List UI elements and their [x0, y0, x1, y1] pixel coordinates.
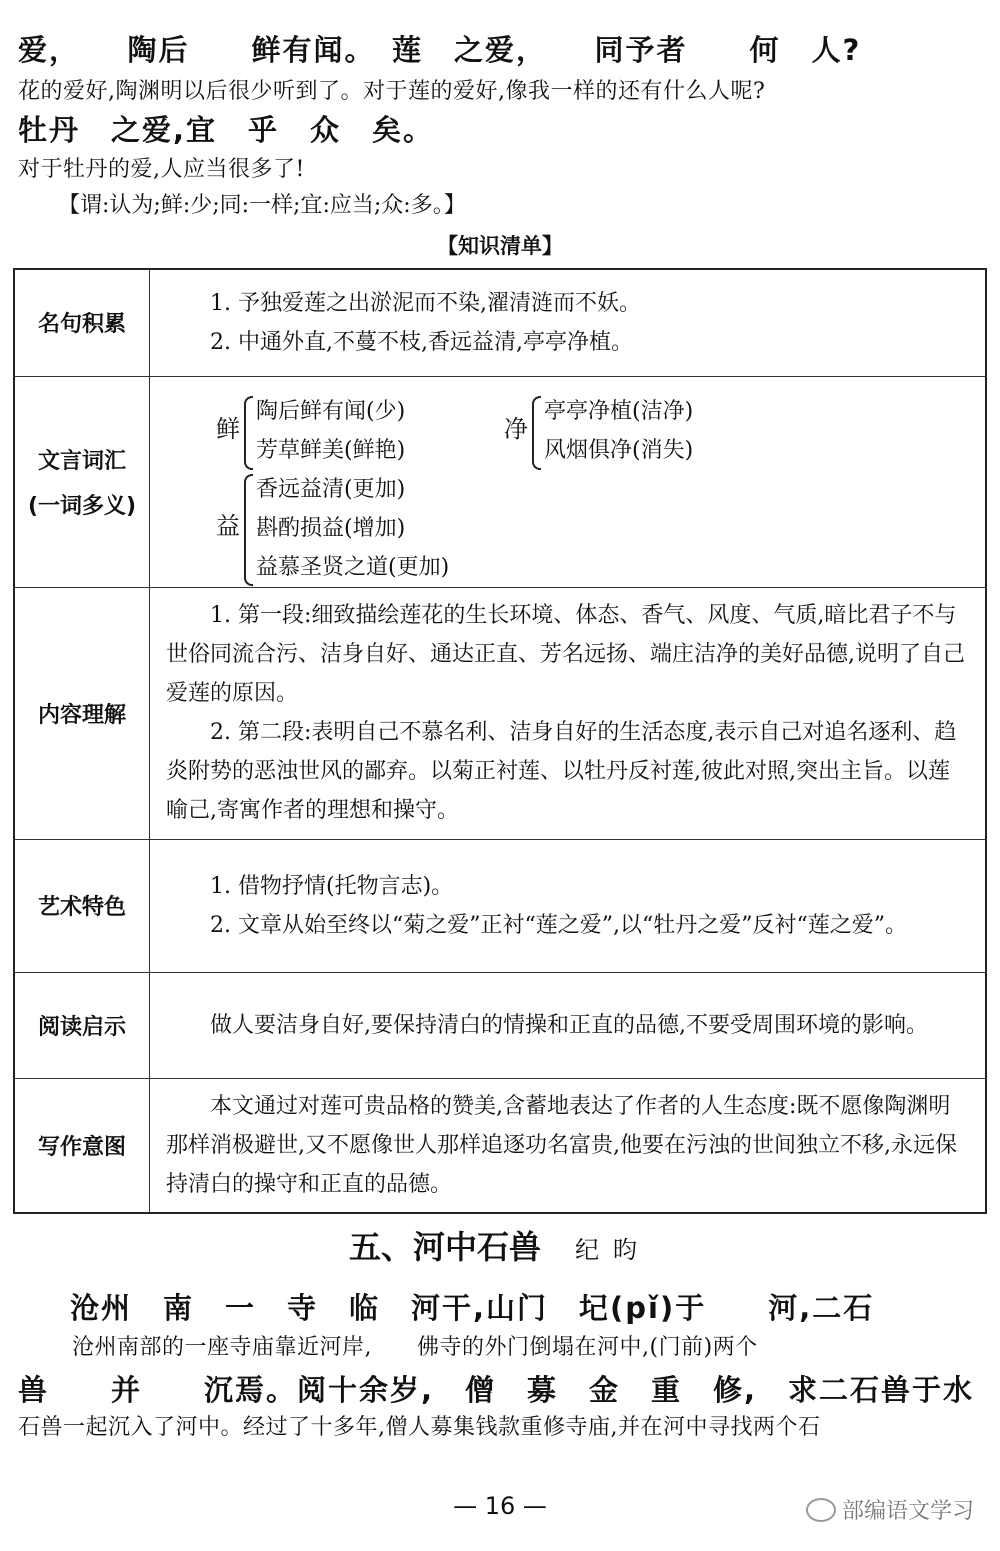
- reading-paragraph: 做人要洁身自好,要保持清白的情操和正直的品德,不要受周围环境的影响。: [210, 1012, 928, 1038]
- row-content-art: [150, 839, 987, 972]
- section-original-line-1: 沧州 南 一 寺 临 河干,山门 圮(pǐ)于 河,二石: [70, 1291, 875, 1325]
- section-author: 纪昀: [575, 1236, 651, 1264]
- page-number: — 16 —: [453, 1492, 547, 1520]
- brace-icon: [244, 396, 253, 470]
- vocab-item: 陶后鲜有闻(少): [256, 398, 406, 424]
- row-label-art: 艺术特色: [14, 839, 150, 972]
- row-label-writing: 写作意图: [14, 1078, 150, 1213]
- watermark: [806, 1494, 974, 1525]
- section-heading: [0, 1222, 1000, 1268]
- knowledge-table: [13, 268, 987, 1214]
- word-gloss: 【谓:认为;鲜:少;同:一样;宜:应当;众:多。】: [58, 193, 466, 218]
- row-reading-insight: [14, 972, 986, 1078]
- row-art-features: [14, 839, 986, 972]
- row-famous-lines: [14, 269, 986, 376]
- row-writing-intent: [14, 1078, 986, 1213]
- row-content-vocab: [150, 376, 987, 587]
- section-title: 五、河中石兽: [348, 1228, 541, 1266]
- knowledge-list-heading: 【知识清单】: [437, 234, 563, 258]
- vocab-item: 香远益清(更加): [256, 476, 406, 502]
- vocab-item: 风烟俱净(消失): [544, 437, 694, 463]
- passage-original-line-1: 爱， 陶后 鲜有闻。 莲 之爱， 同予者 何 人?: [18, 33, 862, 67]
- passage-original-line-2: 牡丹 之爱,宜 乎 众 矣。: [18, 113, 435, 147]
- famous-line-2: 2. 中通外直,不蔓不枝,香远益清,亭亭净植。: [210, 329, 633, 355]
- vocab-item: 斟酌损益(增加): [256, 515, 406, 541]
- row-content-writing: [150, 1078, 987, 1213]
- passage-translation-line-1: 花的爱好,陶渊明以后很少听到了。对于莲的爱好,像我一样的还有什么人呢?: [18, 79, 766, 104]
- vocab-item: 益慕圣贤之道(更加): [256, 554, 450, 580]
- wechat-icon: [806, 1498, 836, 1522]
- passage-translation-line-2: 对于牡丹的爱,人应当很多了!: [18, 157, 305, 182]
- row-label-famous: 名句积累: [14, 269, 150, 376]
- vocab-char-xian: 鲜: [216, 414, 240, 443]
- section-translation-line-2: 石兽一起沉入了河中。经过了十多年,僧人募集钱款重修寺庙,并在河中寻找两个石: [18, 1415, 821, 1440]
- row-content-content: [150, 587, 987, 839]
- art-paragraph-2: 2. 文章从始至终以“菊之爱”正衬“莲之爱”,以“牡丹之爱”反衬“莲之爱”。: [210, 912, 907, 938]
- row-content-famous: [150, 269, 987, 376]
- vocab-char-yi: 益: [216, 511, 240, 540]
- writing-paragraph: 本文通过对莲可贵品格的赞美,含蓄地表达了作者的人生态度:既不愿像陶渊明那样消极避世,又不愿像世人那样追逐功名富贵,他要在污浊的世间独立不移,永远保持清白的操守和正直的品德。: [166, 1093, 957, 1197]
- row-content-reading: [150, 972, 987, 1078]
- art-paragraph-1: 1. 借物抒情(托物言志)。: [210, 873, 454, 899]
- famous-line-1: 1. 予独爱莲之出淤泥而不染,濯清涟而不妖。: [210, 290, 641, 316]
- vocab-item: 芳草鲜美(鲜艳): [256, 437, 406, 463]
- vocab-label-line-1: 文言词汇: [37, 448, 126, 474]
- row-label-content: 内容理解: [14, 587, 150, 839]
- watermark-text: 部编语文学习: [842, 1499, 975, 1524]
- brace-icon: [244, 474, 253, 586]
- vocab-char-jing: 净: [504, 414, 528, 443]
- row-label-vocab: [14, 376, 150, 587]
- section-original-line-2: 兽 并 沉焉。阅十余岁, 僧 募 金 重 修, 求二石兽于水: [18, 1373, 975, 1407]
- row-label-reading: 阅读启示: [14, 972, 150, 1078]
- section-translation-line-1: 沧州南部的一座寺庙靠近河岸, 佛寺的外门倒塌在河中,(门前)两个: [72, 1335, 758, 1360]
- content-paragraph-2: 2. 第二段:表明自己不慕名利、洁身自好的生活态度,表示自己对追名逐利、趋炎附势的恶浊世风的鄙弃。以菊正衬莲、以牡丹反衬莲,彼此对照,突出主旨。以莲喻己,寄寓作者的理想和操守。: [166, 720, 957, 823]
- row-vocabulary: [14, 376, 986, 587]
- vocab-item: 亭亭净植(洁净): [544, 398, 694, 424]
- content-paragraph-1: 1. 第一段:细致描绘莲花的生长环境、体态、香气、风度、气质,暗比君子不与世俗同流合污、洁身自好、通达正直、芳名远扬、端庄洁净的美好品德,说明了自己爱莲的原因。: [166, 603, 965, 706]
- vocab-groups: [150, 384, 985, 580]
- vocab-label-line-2: (一词多义): [27, 493, 137, 519]
- brace-icon: [532, 396, 541, 470]
- row-content-understanding: [14, 587, 986, 839]
